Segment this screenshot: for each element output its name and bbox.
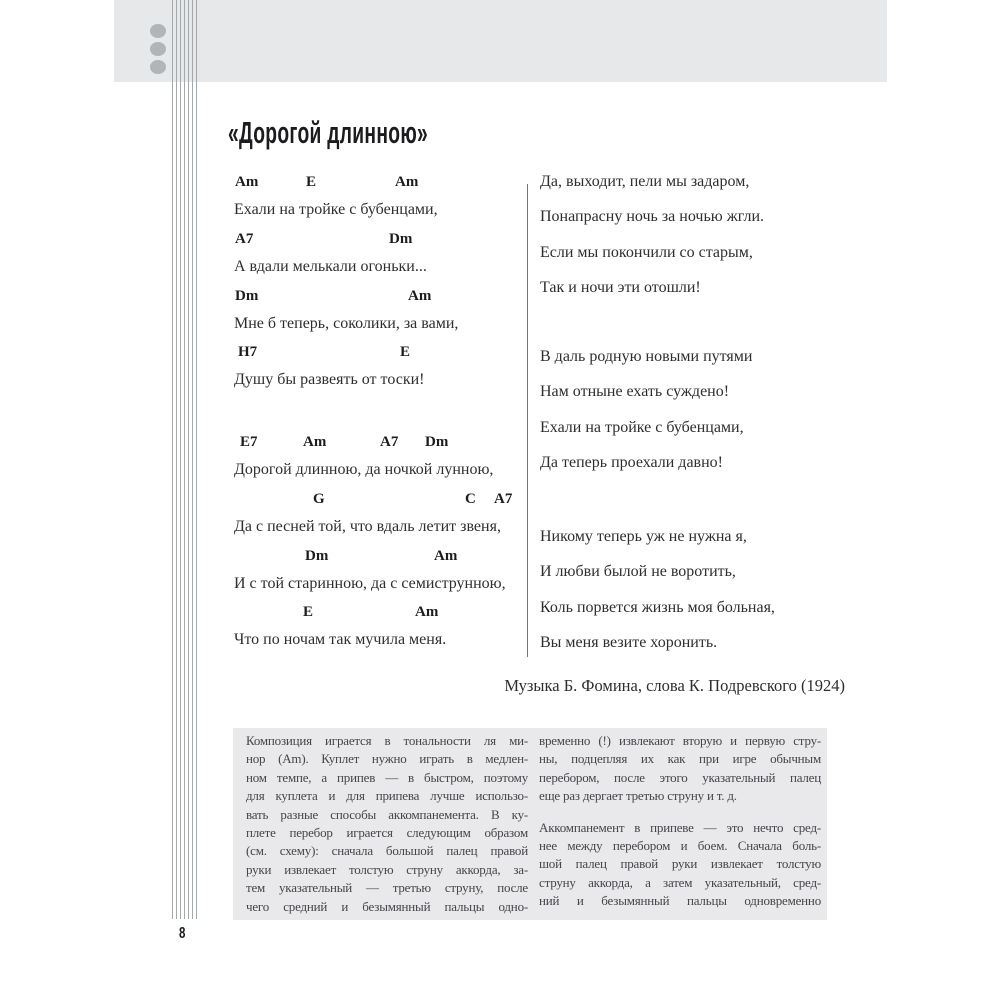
chord-label: A7 xyxy=(235,230,254,247)
note-line: еще раз дергает третью струну и т. д. xyxy=(539,788,737,804)
note-box-right-column xyxy=(539,732,821,911)
lyric-line: Нам отныне ехать суждено! xyxy=(540,383,730,401)
note-line: ний и безымянный пальцы одновременно xyxy=(539,893,821,909)
note-line: струну аккорда, а затем указательный, сред- xyxy=(539,874,821,890)
song-line xyxy=(234,432,526,480)
lyric-line: Никому теперь уж не нужна я, xyxy=(540,528,747,545)
stanza xyxy=(540,519,860,661)
page-number xyxy=(179,924,188,944)
chord-label: A7 xyxy=(494,490,513,507)
note-line: тем указательный — третью струну, после xyxy=(246,880,528,896)
note-paragraph xyxy=(539,732,821,806)
song-line xyxy=(234,172,526,220)
dot-icon xyxy=(150,42,166,56)
song-title-text: «Дорогой длинною» xyxy=(228,115,429,150)
note-line: (см. схему): сначала большой палец правой xyxy=(246,843,528,859)
dot-icon xyxy=(150,24,166,38)
note-line: нее между перебором и боем. Сначала боль- xyxy=(539,837,821,853)
note-line: ном темпе, а припев — в быстром, поэтому xyxy=(246,769,528,785)
chord-row xyxy=(234,286,526,314)
stanza xyxy=(540,164,860,306)
chord-label: Am xyxy=(408,287,432,304)
chord-label: E xyxy=(303,604,314,621)
lyric-line: Вы меня везите хоронить. xyxy=(540,634,718,652)
lyric-line: Да с песней той, что вдаль летит звеня, xyxy=(234,517,501,535)
chord-label: Am xyxy=(235,174,259,190)
chord-label: Dm xyxy=(425,434,449,450)
chord-row xyxy=(234,602,526,630)
chord-label: Dm xyxy=(389,230,413,247)
lyric-line: Если мы покончили со старым, xyxy=(540,243,753,261)
column-divider xyxy=(527,184,528,657)
lyric-line: И с той старинною, да с семиструнною, xyxy=(234,574,506,592)
chord-label: Am xyxy=(415,604,439,621)
song-line xyxy=(234,489,526,537)
note-line: вать разные способы аккомпанемента. В ку- xyxy=(246,806,528,822)
song-line xyxy=(234,229,526,277)
chord-row xyxy=(234,342,526,370)
ruled-lines-decoration xyxy=(172,0,197,919)
lyric-line: Что по ночам так мучила меня. xyxy=(234,631,447,649)
song-line xyxy=(234,286,526,334)
chord-label: E xyxy=(306,174,317,190)
chord-label: E7 xyxy=(240,434,258,450)
note-line: Композиция играется в тональности ля ми- xyxy=(246,733,528,748)
note-line: плете перебор играется следующим образом xyxy=(246,824,528,840)
lyric-line: Ехали на тройке с бубенцами, xyxy=(540,418,744,436)
chord-label: G xyxy=(313,490,325,507)
lyric-line: Коль порвется жизнь моя больная, xyxy=(540,598,775,616)
chord-label: Dm xyxy=(305,547,329,564)
chord-row xyxy=(234,432,526,460)
chord-label: Am xyxy=(434,547,458,564)
note-line: руки извлекает толстую струну аккорда, за- xyxy=(246,861,528,877)
lyric-line: Так и ночи эти отошли! xyxy=(540,279,701,297)
chord-label: A7 xyxy=(380,434,399,450)
note-line: нор (Am). Куплет нужно играть в медлен- xyxy=(246,751,528,767)
chord-label: Dm xyxy=(235,287,259,304)
chord-label: Am xyxy=(395,174,419,190)
chord-label: E xyxy=(400,344,411,361)
header-banner xyxy=(114,0,887,82)
lyric-line: Душу бы развеять от тоски! xyxy=(234,371,425,389)
lyric-line: В даль родную новыми путями xyxy=(540,348,753,365)
decorative-dots xyxy=(150,24,167,77)
stanza xyxy=(540,339,860,481)
note-line: временно (!) извлекают вторую и первую стру- xyxy=(539,733,821,748)
song-line xyxy=(234,546,526,594)
note-line: Аккомпанемент в припеве — это нечто сред- xyxy=(539,819,821,835)
note-line: чего средний и безымянный пальцы одно- xyxy=(246,898,528,914)
lyric-line: А вдали мелькали огоньки... xyxy=(234,257,427,275)
chord-row xyxy=(234,229,526,257)
chord-label: H7 xyxy=(238,344,258,361)
lyric-line: Понапрасну ночь за ночью жгли. xyxy=(540,208,765,226)
chord-label: C xyxy=(465,490,476,507)
note-line: шой палец правой руки извлекает толстую xyxy=(539,856,821,872)
note-line: ны, подцепляя их как при игре обычным xyxy=(539,751,821,767)
chord-row xyxy=(234,489,526,517)
chord-row xyxy=(234,172,526,200)
lyric-line: И любви былой не воротить, xyxy=(540,563,736,581)
chord-row xyxy=(234,546,526,574)
note-line: перебором, после этого указательный палец xyxy=(539,769,821,785)
note-paragraph xyxy=(246,732,528,916)
note-box-left-column xyxy=(246,732,528,916)
note-paragraph xyxy=(539,819,821,911)
song-line xyxy=(234,342,526,390)
note-line: для куплета и для припева лучше использо- xyxy=(246,788,528,804)
lyric-line: Да, выходит, пели мы задаром, xyxy=(540,173,750,190)
song-line xyxy=(234,602,526,650)
chord-label: Am xyxy=(303,434,327,450)
dot-icon xyxy=(150,60,166,74)
song-credit: Музыка Б. Фомина, слова К. Подревского (1924) xyxy=(504,676,845,695)
lyric-line: Дорогой длинною, да ночкой лунною, xyxy=(234,461,494,478)
page-number-text: 8 xyxy=(179,925,186,942)
song-title xyxy=(228,116,551,150)
note-box xyxy=(233,728,827,920)
lyric-line: Мне б теперь, соколики, за вами, xyxy=(234,314,459,332)
lyric-line: Да теперь проехали давно! xyxy=(540,454,723,472)
lyric-line: Ехали на тройке с бубенцами, xyxy=(234,201,438,218)
